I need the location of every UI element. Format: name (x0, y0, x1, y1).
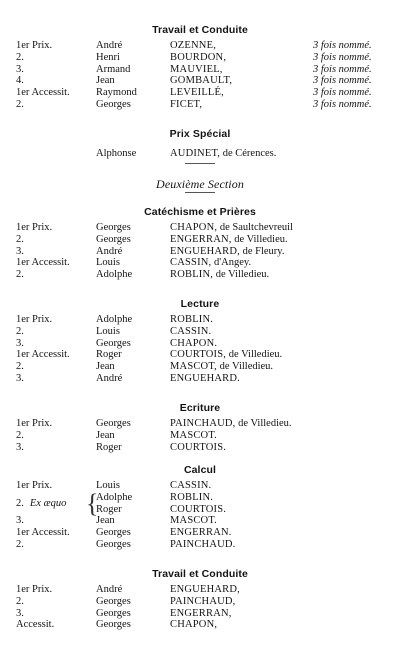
first-name: Georges (96, 233, 131, 245)
surname-and-place (170, 338, 217, 350)
surname: CHAPON, (170, 222, 218, 233)
rank-label: 3. (16, 245, 24, 257)
mention-note: 3 fois nommé. (313, 87, 372, 99)
surname: COURTOIS. (170, 503, 227, 515)
surname: CASSIN. (170, 325, 212, 337)
section-heading: Travail et Conduite (152, 568, 248, 580)
surname: MASCOT. (170, 429, 218, 441)
surname: PAINCHAUD, (170, 595, 236, 607)
surname-and-place (170, 492, 213, 504)
surname-and-place (170, 314, 213, 326)
surname-and-place (170, 269, 269, 281)
tie-text: Ex æquo (29, 497, 67, 509)
rank-label: 2. (16, 539, 24, 550)
rank-label: 3. (16, 607, 24, 619)
surname: GOMBAULT, (170, 75, 233, 87)
first-name: André (96, 245, 123, 257)
list-item (0, 148, 400, 160)
rank-label: 2. (16, 429, 24, 441)
mention-note: 3 fois nommé. (313, 99, 372, 110)
first-name: Georges (96, 222, 131, 233)
section-heading: Calcul (183, 464, 217, 476)
surname-and-place (170, 64, 223, 76)
list-item (0, 234, 400, 246)
surname-and-place (170, 246, 284, 258)
first-name: Alphonse (96, 148, 137, 159)
surname: OZENNE, (170, 40, 217, 51)
list-item (0, 442, 400, 454)
surname: FICET, (170, 99, 203, 110)
rank-label: 1er Prix. (16, 480, 53, 491)
rank-label: 1er Accessit. (16, 349, 70, 361)
surname: BOURDON, (170, 51, 227, 63)
first-name: Adolphe (96, 269, 133, 281)
surname: LEVEILLÉ, (170, 87, 224, 99)
first-name: Georges (96, 99, 131, 110)
list-item (0, 349, 400, 361)
surname-and-place (170, 430, 217, 442)
first-name: Raymond (96, 87, 137, 99)
list-item (0, 373, 400, 385)
surname-and-place (170, 619, 217, 631)
surname-and-place (170, 608, 232, 620)
rank-label: 1er Prix. (16, 418, 53, 429)
list-item (0, 361, 400, 373)
first-name: André (96, 584, 123, 595)
rank-label: 3. (16, 441, 24, 453)
surname: AUDINET, (170, 148, 221, 159)
surname-and-place (170, 52, 226, 64)
surname-and-place (170, 87, 224, 99)
list-item (0, 222, 400, 234)
first-name: Georges (96, 527, 131, 539)
place-name: de Cérences. (222, 148, 277, 159)
surname: COURTOIS. (170, 441, 227, 453)
surname: ENGERRAN, (170, 233, 232, 245)
surname: CHAPON, (170, 619, 218, 631)
first-name: Georges (96, 539, 131, 550)
surname: ENGUEHARD, (170, 245, 240, 257)
list-item (0, 608, 400, 620)
section-heading: Ecriture (179, 402, 221, 414)
surname: ENGERRAN. (170, 527, 232, 539)
rank-label: 3. (16, 337, 24, 349)
surname-and-place (170, 75, 232, 87)
place-name: de Villedieu. (238, 418, 292, 429)
place-name: de Saultchevreuil (219, 222, 294, 233)
surname-and-place (170, 326, 211, 338)
first-name: André (96, 373, 123, 384)
list-item (0, 99, 400, 111)
rank-label: 1er Accessit. (16, 257, 70, 269)
rank-label: 2. (16, 233, 24, 245)
list-item (0, 246, 400, 258)
rank-label: 1er Prix. (16, 40, 53, 51)
first-name: Georges (96, 418, 131, 429)
rank-label: 2. (16, 325, 24, 337)
surname-and-place (170, 361, 273, 373)
rank-label: 2. (16, 269, 24, 281)
first-name: Roger (96, 349, 122, 361)
rank-label: 1er Prix. (16, 222, 53, 233)
first-name: Adolphe (96, 314, 133, 325)
surname: ENGUEHARD, (170, 584, 240, 595)
first-name: Georges (96, 619, 131, 631)
place-name: de Villedieu. (219, 361, 274, 373)
tie-rank: 2. (16, 497, 24, 509)
place-name: de Villedieu. (215, 269, 270, 281)
surname: MASCOT. (170, 515, 218, 527)
ex-aequo-rank (16, 498, 66, 510)
rank-label: 2. (16, 595, 24, 607)
first-name: Henri (96, 51, 120, 63)
surname-and-place (170, 539, 236, 551)
surname-and-place (170, 504, 226, 516)
first-name: André (96, 40, 123, 51)
surname-and-place (170, 257, 251, 269)
surname-and-place (170, 596, 236, 608)
section-heading: Catéchisme et Prières (144, 206, 256, 218)
first-name: Georges (96, 607, 131, 619)
first-name: Roger (96, 441, 122, 453)
rank-label: 1er Accessit. (16, 527, 70, 539)
surname-and-place (170, 480, 211, 492)
place-name: de Fleury. (242, 245, 285, 257)
first-name: Louis (96, 325, 120, 337)
rank-label: 3. (16, 63, 24, 75)
place-name: de Villedieu. (234, 233, 288, 245)
surname: MASCOT, (170, 361, 218, 373)
surname-and-place (170, 222, 293, 234)
surname: PAINCHAUD. (170, 539, 236, 550)
surname: ROBLIN, (170, 269, 214, 281)
surname: ROBLIN. (170, 314, 214, 325)
place-name: de Villedieu. (228, 349, 283, 361)
rank-label: 2. (16, 51, 24, 63)
first-name: Roger (96, 503, 122, 515)
list-item (0, 480, 400, 492)
first-name: Armand (96, 63, 131, 75)
section-heading: Deuxième Section (156, 177, 244, 191)
list-item (0, 314, 400, 326)
list-item (0, 257, 400, 269)
list-item (0, 596, 400, 608)
section-rule (185, 192, 215, 193)
surname: ENGUEHARD. (170, 373, 240, 384)
mention-note: 3 fois nommé. (313, 63, 372, 75)
surname: CASSIN, (170, 257, 212, 269)
surname-and-place (170, 418, 292, 430)
surname-and-place (170, 349, 282, 361)
tie-brace: { (86, 488, 99, 518)
surname: COURTOIS, (170, 349, 227, 361)
rank-label: 2. (16, 361, 24, 373)
surname-and-place (170, 442, 226, 454)
list-item (0, 430, 400, 442)
list-item (0, 64, 400, 76)
surname: PAINCHAUD, (170, 418, 236, 429)
first-name: Adolphe (96, 491, 133, 503)
first-name: Jean (96, 429, 115, 441)
surname: CASSIN. (170, 480, 212, 491)
section-rule (185, 163, 215, 164)
list-item (0, 326, 400, 338)
section-heading: Travail et Conduite (152, 24, 248, 36)
surname: ENGERRAN, (170, 607, 232, 619)
first-name: Louis (96, 480, 120, 491)
list-item (0, 418, 400, 430)
list-item (0, 619, 400, 631)
surname-and-place (170, 148, 276, 160)
list-item (0, 584, 400, 596)
section-heading: Prix Spécial (169, 128, 231, 140)
rank-label: 4. (16, 75, 24, 87)
rank-label: 1er Prix. (16, 584, 53, 595)
rank-label: 1er Accessit. (16, 87, 70, 99)
surname-and-place (170, 234, 288, 246)
list-item (0, 40, 400, 52)
first-name: Georges (96, 337, 131, 349)
first-name: Louis (96, 257, 120, 269)
section-heading: Lecture (180, 298, 220, 310)
list-item (0, 75, 400, 87)
mention-note: 3 fois nommé. (313, 51, 372, 63)
rank-label: Accessit. (16, 619, 55, 631)
list-item (0, 338, 400, 350)
surname-and-place (170, 373, 240, 385)
surname: MAUVIEL, (170, 63, 223, 75)
surname-and-place (170, 99, 202, 111)
surname: CHAPON. (170, 337, 218, 349)
surname-and-place (170, 527, 232, 539)
surname-and-place (170, 40, 216, 52)
place-name: d'Angey. (214, 257, 252, 269)
list-item (0, 539, 400, 551)
mention-note: 3 fois nommé. (313, 75, 372, 87)
list-item (0, 515, 400, 527)
rank-label: 3. (16, 515, 24, 527)
first-name: Jean (96, 361, 115, 373)
rank-label: 3. (16, 373, 24, 384)
first-name: Georges (96, 595, 131, 607)
rank-label: 1er Prix. (16, 314, 53, 325)
first-name: Jean (96, 515, 115, 527)
list-item (0, 87, 400, 99)
mention-note: 3 fois nommé. (313, 40, 372, 51)
surname-and-place (170, 515, 217, 527)
first-name: Jean (96, 75, 115, 87)
list-item (0, 269, 400, 281)
list-item (0, 52, 400, 64)
surname: ROBLIN. (170, 491, 214, 503)
list-item (0, 527, 400, 539)
surname-and-place (170, 584, 240, 596)
rank-label: 2. (16, 99, 24, 110)
